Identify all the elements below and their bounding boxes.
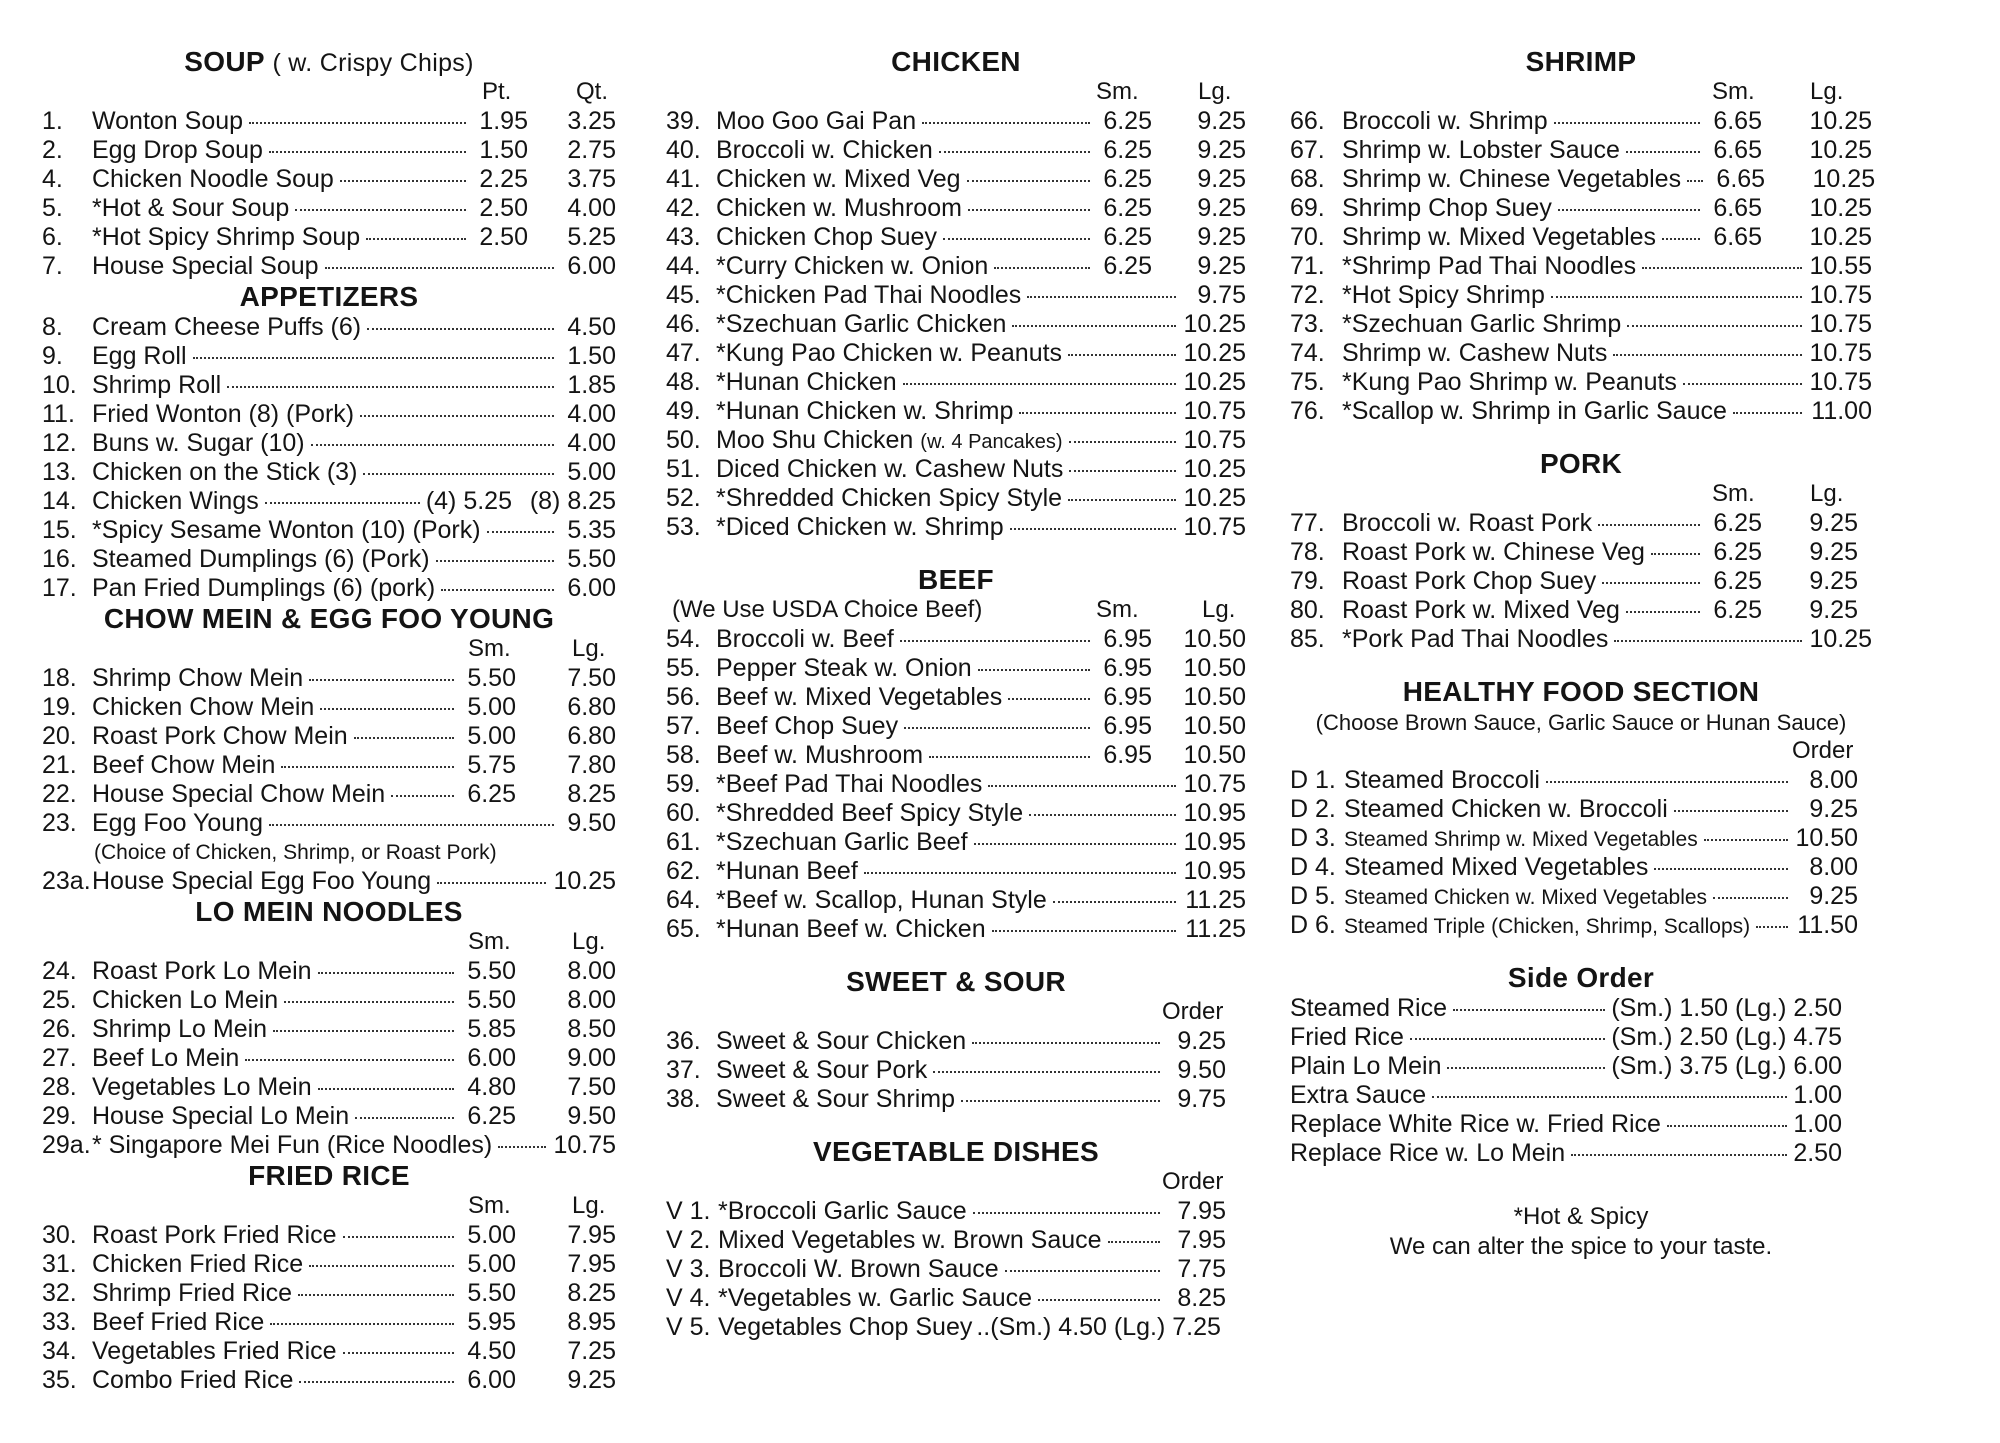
menu-item: 85. *Pork Pad Thai Noodles 10.25 (1290, 625, 1872, 653)
menu-item: V 5. Vegetables Chop Suey ..(Sm.) 4.50 (Lg.) 7.25 (666, 1313, 1221, 1341)
menu-item: 55. Pepper Steak w. Onion 6.95 10.50 (666, 654, 1246, 682)
menu-item: 72. *Hot Spicy Shrimp 10.75 (1290, 281, 1872, 309)
menu-item: 69. Shrimp Chop Suey 6.65 10.25 (1290, 194, 1872, 222)
menu-item: 27. Beef Lo Mein 6.00 9.00 (42, 1044, 616, 1072)
menu-item: 14. Chicken Wings (4) 5.25 (8) 8.25 (42, 487, 616, 515)
menu-item: 60. *Shredded Beef Spicy Style 10.95 (666, 799, 1246, 827)
menu-item: 12. Buns w. Sugar (10) 4.00 (42, 429, 616, 457)
menu-item: 20. Roast Pork Chow Mein 5.00 6.80 (42, 722, 616, 750)
section-title-sweet-sour: SWEET & SOUR (846, 966, 1066, 997)
menu-item: 28. Vegetables Lo Mein 4.80 7.50 (42, 1073, 616, 1101)
menu-item: 64. *Beef w. Scallop, Hunan Style 11.25 (666, 886, 1246, 914)
egg-foo-young-note: (Choice of Chicken, Shrimp, or Roast Pork) (94, 841, 497, 864)
sweet-sour-header: Order (1162, 998, 1224, 1025)
menu-item: 6. *Hot Spicy Shrimp Soup 2.50 5.25 (42, 223, 616, 251)
vegetable-list (666, 1197, 1246, 1342)
lo-mein-size-header: Sm. Lg. (468, 928, 606, 955)
menu-item: 46. *Szechuan Garlic Chicken 10.25 (666, 310, 1246, 338)
menu-item: 21. Beef Chow Mein 5.75 7.80 (42, 751, 616, 779)
menu-item: 17. Pan Fried Dumplings (6) (pork) 6.00 (42, 574, 616, 602)
menu-item: 44. *Curry Chicken w. Onion 6.25 9.25 (666, 252, 1246, 280)
menu-item: 2. Egg Drop Soup 1.50 2.75 (42, 136, 616, 164)
menu-item: 45. *Chicken Pad Thai Noodles 9.75 (666, 281, 1246, 309)
section-title-beef: BEEF (918, 564, 994, 595)
menu-item: D 5. Steamed Chicken w. Mixed Vegetables 9.25 (1290, 882, 1858, 910)
menu-column-right (1290, 46, 1876, 1262)
menu-item: 15. *Spicy Sesame Wonton (10) (Pork) 5.35 (42, 516, 616, 544)
menu-item: 57. Beef Chop Suey 6.95 10.50 (666, 712, 1246, 740)
menu-item: V 2. Mixed Vegetables w. Brown Sauce 7.95 (666, 1226, 1226, 1254)
section-title-appetizers: APPETIZERS (239, 281, 419, 312)
section-title-soup: SOUP ( w. Crispy Chips) (184, 46, 474, 77)
healthy-list (1290, 766, 1872, 940)
menu-item: 73. *Szechuan Garlic Shrimp 10.75 (1290, 310, 1872, 338)
menu-item: 65. *Hunan Beef w. Chicken 11.25 (666, 915, 1246, 943)
menu-item: 23a. House Special Egg Foo Young 10.25 (42, 867, 616, 895)
menu-item: 48. *Hunan Chicken 10.25 (666, 368, 1246, 396)
menu-item: D 1. Steamed Broccoli 8.00 (1290, 766, 1858, 794)
menu-item: 66. Broccoli w. Shrimp 6.65 10.25 (1290, 107, 1872, 135)
menu-item: Steamed Rice (Sm.) 1.50 (Lg.) 2.50 (1290, 994, 1842, 1022)
hot-spicy-legend: *Hot & Spicy (1513, 1203, 1649, 1230)
menu-item: V 3. Broccoli W. Brown Sauce 7.75 (666, 1255, 1226, 1283)
menu-item: 52. *Shredded Chicken Spicy Style 10.25 (666, 484, 1246, 512)
menu-item: 41. Chicken w. Mixed Veg 6.25 9.25 (666, 165, 1246, 193)
menu-item: 76. *Scallop w. Shrimp in Garlic Sauce 11.00 (1290, 397, 1872, 425)
menu-item: 80. Roast Pork w. Mixed Veg 6.25 9.25 (1290, 596, 1858, 624)
menu-item: 58. Beef w. Mushroom 6.95 10.50 (666, 741, 1246, 769)
menu-item: 13. Chicken on the Stick (3) 5.00 (42, 458, 616, 486)
menu-item: D 2. Steamed Chicken w. Broccoli 9.25 (1290, 795, 1858, 823)
menu-item: 59. *Beef Pad Thai Noodles 10.75 (666, 770, 1246, 798)
chicken-size-header: Sm. Lg. (1096, 78, 1232, 105)
section-title-chow-mein: CHOW MEIN & EGG FOO YOUNG (103, 603, 555, 634)
menu-item: 4. Chicken Noodle Soup 2.25 3.75 (42, 165, 616, 193)
menu-item: 40. Broccoli w. Chicken 6.25 9.25 (666, 136, 1246, 164)
menu-item: D 3. Steamed Shrimp w. Mixed Vegetables 10.50 (1290, 824, 1858, 852)
menu-item: V 1. *Broccoli Garlic Sauce 7.95 (666, 1197, 1226, 1225)
menu-item: 70. Shrimp w. Mixed Vegetables 6.65 10.25 (1290, 223, 1872, 251)
section-title-shrimp: SHRIMP (1525, 46, 1637, 77)
menu-item: 68. Shrimp w. Chinese Vegetables 6.65 10.25 (1290, 165, 1876, 193)
healthy-header: Order (1792, 737, 1854, 764)
menu-item: 9. Egg Roll 1.50 (42, 342, 616, 370)
menu-item: 42. Chicken w. Mushroom 6.25 9.25 (666, 194, 1246, 222)
chow-mein-list (42, 664, 616, 896)
menu-item: 33. Beef Fried Rice 5.95 8.95 (42, 1308, 616, 1336)
spice-footnote (1290, 1202, 1872, 1262)
beef-size-header: (We Use USDA Choice Beef) Sm. Lg. (672, 596, 1236, 623)
menu-item: 16. Steamed Dumplings (6) (Pork) 5.50 (42, 545, 616, 573)
pork-list (1290, 509, 1872, 654)
menu-item: 38. Sweet & Sour Shrimp 9.75 (666, 1085, 1226, 1113)
chow-mein-size-header: Sm. Lg. (468, 635, 606, 662)
section-title-vegetable: VEGETABLE DISHES (813, 1136, 1099, 1167)
menu-item: 54. Broccoli w. Beef 6.95 10.50 (666, 625, 1246, 653)
menu-item: 5. *Hot & Sour Soup 2.50 4.00 (42, 194, 616, 222)
menu-item: Plain Lo Mein (Sm.) 3.75 (Lg.) 6.00 (1290, 1052, 1842, 1080)
healthy-sauce-note: (Choose Brown Sauce, Garlic Sauce or Hunan Sauce) (1315, 710, 1847, 735)
menu-item: 29. House Special Lo Mein 6.25 9.50 (42, 1102, 616, 1130)
section-title-side-order: Side Order (1507, 962, 1655, 993)
sweet-sour-list (666, 1027, 1246, 1114)
menu-item: 43. Chicken Chop Suey 6.25 9.25 (666, 223, 1246, 251)
menu-item: 78. Roast Pork w. Chinese Veg 6.25 9.25 (1290, 538, 1858, 566)
fried-rice-size-header: Sm. Lg. (468, 1192, 606, 1219)
menu-item: Replace White Rice w. Fried Rice 1.00 (1290, 1110, 1842, 1138)
menu-item: 31. Chicken Fried Rice 5.00 7.95 (42, 1250, 616, 1278)
menu-item: 67. Shrimp w. Lobster Sauce 6.65 10.25 (1290, 136, 1872, 164)
menu-item: 53. *Diced Chicken w. Shrimp 10.75 (666, 513, 1246, 541)
menu-item: 75. *Kung Pao Shrimp w. Peanuts 10.75 (1290, 368, 1872, 396)
menu-item: 62. *Hunan Beef 10.95 (666, 857, 1246, 885)
menu-item: 19. Chicken Chow Mein 5.00 6.80 (42, 693, 616, 721)
menu-item: 32. Shrimp Fried Rice 5.50 8.25 (42, 1279, 616, 1307)
beef-list (666, 625, 1246, 944)
menu-item: 18. Shrimp Chow Mein 5.50 7.50 (42, 664, 616, 692)
menu-item: 34. Vegetables Fried Rice 4.50 7.25 (42, 1337, 616, 1365)
menu-item: Replace Rice w. Lo Mein 2.50 (1290, 1139, 1842, 1167)
menu-item: 71. *Shrimp Pad Thai Noodles 10.55 (1290, 252, 1872, 280)
section-title-pork: PORK (1539, 448, 1623, 479)
shrimp-list (1290, 107, 1876, 426)
menu-item: 79. Roast Pork Chop Suey 6.25 9.25 (1290, 567, 1858, 595)
menu-item: V 4. *Vegetables w. Garlic Sauce 8.25 (666, 1284, 1226, 1312)
menu-item: 29a. * Singapore Mei Fun (Rice Noodles) 10.75 (42, 1131, 616, 1159)
menu-item: 50. Moo Shu Chicken (w. 4 Pancakes) 10.75 (666, 426, 1246, 454)
soup-list (42, 107, 616, 281)
menu-item: D 6. Steamed Triple (Chicken, Shrimp, Scallops) 11.50 (1290, 911, 1858, 939)
menu-item: 24. Roast Pork Lo Mein 5.50 8.00 (42, 957, 616, 985)
menu-item: 47. *Kung Pao Chicken w. Peanuts 10.25 (666, 339, 1246, 367)
menu-item: 61. *Szechuan Garlic Beef 10.95 (666, 828, 1246, 856)
menu-item: 8. Cream Cheese Puffs (6) 4.50 (42, 313, 616, 341)
shrimp-size-header: Sm. Lg. (1712, 78, 1844, 105)
menu-item: 22. House Special Chow Mein 6.25 8.25 (42, 780, 616, 808)
spice-note: We can alter the spice to your taste. (1389, 1233, 1773, 1260)
section-title-chicken: CHICKEN (891, 46, 1021, 77)
menu-item: 74. Shrimp w. Cashew Nuts 10.75 (1290, 339, 1872, 367)
side-order-list (1290, 994, 1872, 1168)
menu-column-left (42, 46, 616, 1395)
menu-item: Extra Sauce 1.00 (1290, 1081, 1842, 1109)
section-title-fried-rice: FRIED RICE (248, 1160, 410, 1191)
lo-mein-list (42, 957, 616, 1160)
menu-item: 39. Moo Goo Gai Pan 6.25 9.25 (666, 107, 1246, 135)
menu-column-middle (666, 46, 1246, 1342)
menu-item: 56. Beef w. Mixed Vegetables 6.95 10.50 (666, 683, 1246, 711)
soup-size-header: Pt. Qt. (482, 78, 609, 105)
menu-item: 23. Egg Foo Young 9.50 (42, 809, 616, 837)
menu-item: 77. Broccoli w. Roast Pork 6.25 9.25 (1290, 509, 1858, 537)
menu-item: 37. Sweet & Sour Pork 9.50 (666, 1056, 1226, 1084)
menu-item: 7. House Special Soup 6.00 (42, 252, 616, 280)
vegetable-header: Order (1162, 1168, 1224, 1195)
menu-item: 25. Chicken Lo Mein 5.50 8.00 (42, 986, 616, 1014)
section-title-lo-mein: LO MEIN NOODLES (195, 896, 463, 927)
menu-item: 36. Sweet & Sour Chicken 9.25 (666, 1027, 1226, 1055)
menu-item: 26. Shrimp Lo Mein 5.85 8.50 (42, 1015, 616, 1043)
fried-rice-list (42, 1221, 616, 1395)
appetizers-list (42, 313, 616, 603)
menu-item: Fried Rice (Sm.) 2.50 (Lg.) 4.75 (1290, 1023, 1842, 1051)
menu-item: D 4. Steamed Mixed Vegetables 8.00 (1290, 853, 1858, 881)
pork-size-header: Sm. Lg. (1712, 480, 1844, 507)
menu-item: 35. Combo Fried Rice 6.00 9.25 (42, 1366, 616, 1394)
menu-item: 10. Shrimp Roll 1.85 (42, 371, 616, 399)
menu-item: 1. Wonton Soup 1.95 3.25 (42, 107, 616, 135)
section-title-healthy: HEALTHY FOOD SECTION (1402, 676, 1760, 707)
chicken-list (666, 107, 1246, 542)
menu-item: 11. Fried Wonton (8) (Pork) 4.00 (42, 400, 616, 428)
menu-item: 49. *Hunan Chicken w. Shrimp 10.75 (666, 397, 1246, 425)
menu-item: 30. Roast Pork Fried Rice 5.00 7.95 (42, 1221, 616, 1249)
menu-item: 51. Diced Chicken w. Cashew Nuts 10.25 (666, 455, 1246, 483)
